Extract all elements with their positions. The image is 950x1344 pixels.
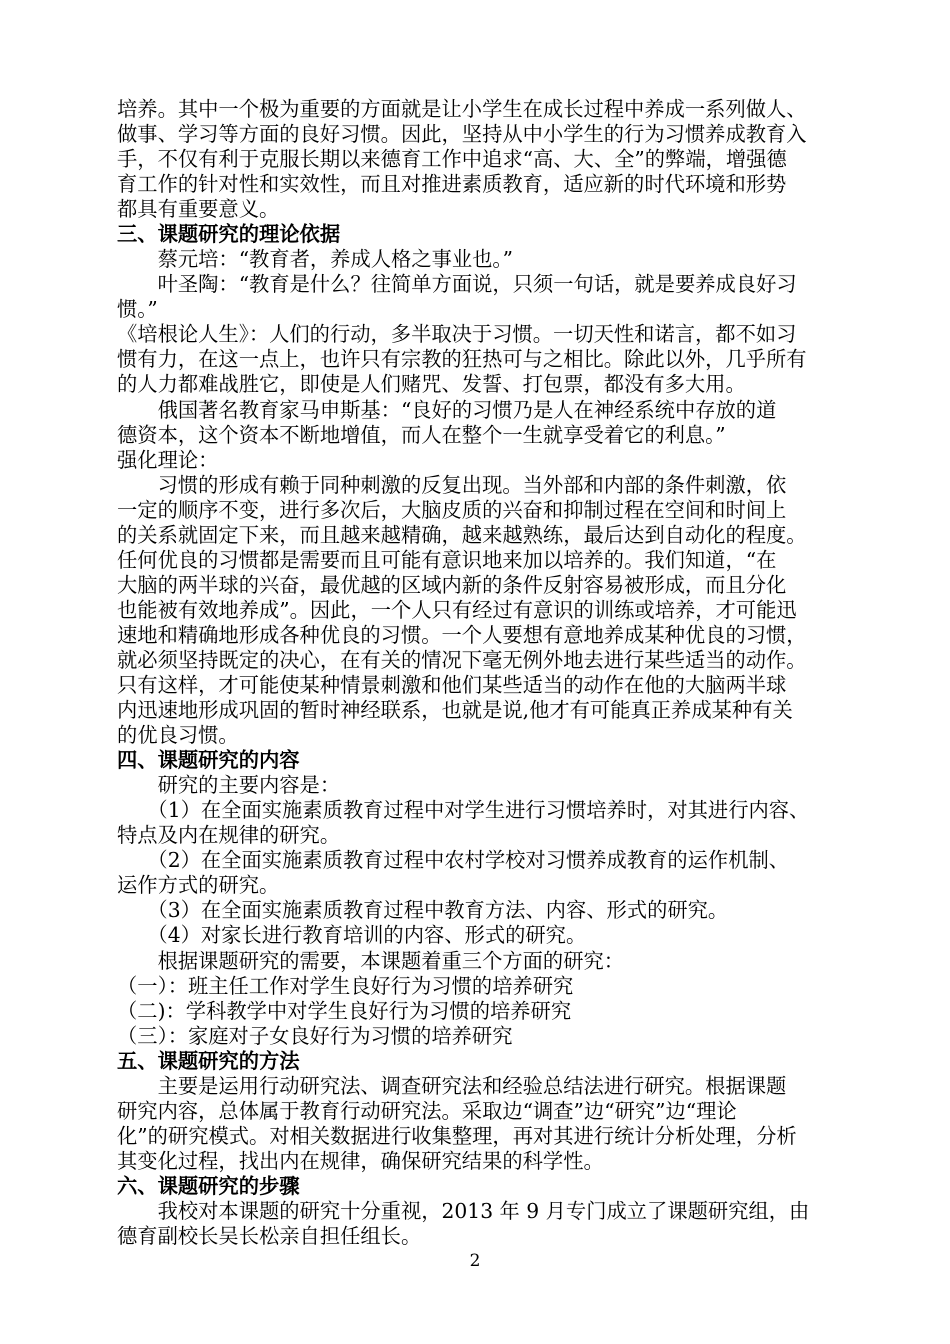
body-text-line: 只有这样，才可能使某种情景刺激和他们某些适当的动作在他的大脑两半球 — [117, 673, 787, 697]
body-text-line: 主要是运用行动研究法、调查研究法和经验总结法进行研究。根据课题 — [117, 1074, 787, 1098]
section-heading-6: 六、课题研究的步骤 — [117, 1174, 300, 1198]
list-item: （二)：学科教学中对学生良好行为习惯的培养研究 — [117, 999, 572, 1023]
body-text-line: 的优良习惯。 — [117, 723, 239, 747]
body-text-line: 的关系就固定下来，而且越来越精确，越来越熟练，最后达到自动化的程度。 — [117, 523, 807, 547]
body-text-line: 手，不仅有利于克服长期以来德育工作中追求“高、大、全”的弊端，增强德 — [117, 147, 787, 171]
section-heading-3: 三、课题研究的理论依据 — [117, 222, 341, 246]
list-item: （三）：家庭对子女良好行为习惯的培养研究 — [117, 1024, 513, 1048]
body-text-line: 育工作的针对性和实效性，而且对推进素质教育，适应新的时代环境和形势 — [117, 172, 787, 196]
quote-line: 叶圣陶：“教育是什么？往简单方面说，只须一句话，就是要养成良好习 — [117, 272, 797, 296]
body-text-line: 化”的研究模式。对相关数据进行收集整理，再对其进行统计分析处理，分析 — [117, 1124, 797, 1148]
body-text-line: 根据课题研究的需要，本课题着重三个方面的研究： — [117, 949, 625, 973]
body-text-line: 研究的主要内容是： — [117, 773, 341, 797]
list-item: （一）：班主任工作对学生良好行为习惯的培养研究 — [117, 974, 574, 998]
list-item-continuation: 运作方式的研究。 — [117, 873, 280, 897]
body-text-line: 做事、学习等方面的良好习惯。因此，坚持从中小学生的行为习惯养成教育入 — [117, 122, 807, 146]
quote-line: 俄国著名教育家马申斯基：“良好的习惯乃是人在神经系统中存放的道 — [117, 398, 777, 422]
list-item: （4）对家长进行教育培训的内容、形式的研究。 — [117, 923, 587, 947]
body-text-line: 大脑的两半球的兴奋，最优越的区域内新的条件反射容易被形成，而且分化 — [117, 573, 787, 597]
list-item: （2）在全面实施素质教育过程中农村学校对习惯养成教育的运作机制、 — [117, 848, 790, 872]
quote-line: 蔡元培：“教育者，养成人格之事业也。” — [117, 247, 513, 271]
body-text-line: 强化理论： — [117, 448, 219, 472]
body-text-line: 《培根论人生》：人们的行动，多半取决于习惯。一切天性和诺言，都不如习 — [117, 322, 797, 346]
body-text-line: 我校对本课题的研究十分重视，2013 年 9 月专门成立了课题研究组，由 — [117, 1199, 810, 1223]
body-text-line: 也能被有效地养成”。因此，一个人只有经过有意识的训练或培养，才可能迅 — [117, 598, 797, 622]
body-text-line: 任何优良的习惯都是需要而且可能有意识地来加以培养的。我们知道，“在 — [117, 548, 777, 572]
body-text-line: 习惯的形成有赖于同种刺激的反复出现。当外部和内部的条件刺激，依 — [117, 473, 787, 497]
body-text-line: 培养。其中一个极为重要的方面就是让小学生在成长过程中养成一系列做人、 — [117, 97, 807, 121]
page-number: 2 — [469, 1251, 481, 1271]
body-text-line: 速地和精确地形成各种优良的习惯。一个人要想有意地养成某种优良的习惯， — [117, 623, 807, 647]
list-item: （1）在全面实施素质教育过程中对学生进行习惯培养时，对其进行内容、 — [117, 798, 810, 822]
body-text-line: 都具有重要意义。 — [117, 197, 280, 221]
quote-line: 德资本，这个资本不断地增值，而人在整个一生就享受着它的利息。” — [117, 423, 726, 447]
body-text-line: 内迅速地形成巩固的暂时神经联系，也就是说,他才有可能真正养成某种有关 — [117, 698, 793, 722]
body-text-line: 就必须坚持既定的决心，在有关的情况下毫无例外地去进行某些适当的动作。 — [117, 648, 807, 672]
body-text-line: 其变化过程，找出内在规律，确保研究结果的科学性。 — [117, 1149, 604, 1173]
body-text-line: 德育副校长吴长松亲自担任组长。 — [117, 1224, 422, 1248]
quote-line: 惯。” — [117, 297, 158, 321]
list-item-continuation: 特点及内在规律的研究。 — [117, 823, 341, 847]
section-heading-5: 五、课题研究的方法 — [117, 1049, 300, 1073]
body-text-line: 的人力都难战胜它，即使是人们赌咒、发誓、打包票，都没有多大用。 — [117, 372, 746, 396]
body-text-line: 一定的顺序不变，进行多次后，大脑皮质的兴奋和抑制过程在空间和时间上 — [117, 498, 787, 522]
list-item: （3）在全面实施素质教育过程中教育方法、内容、形式的研究。 — [117, 898, 729, 922]
body-text-line: 研究内容，总体属于教育行动研究法。采取边“调查”边“研究”边“理论 — [117, 1099, 737, 1123]
body-text-line: 惯有力，在这一点上，也许只有宗教的狂热可与之相比。除此以外，几乎所有 — [117, 347, 807, 371]
section-heading-4: 四、课题研究的内容 — [117, 748, 300, 772]
